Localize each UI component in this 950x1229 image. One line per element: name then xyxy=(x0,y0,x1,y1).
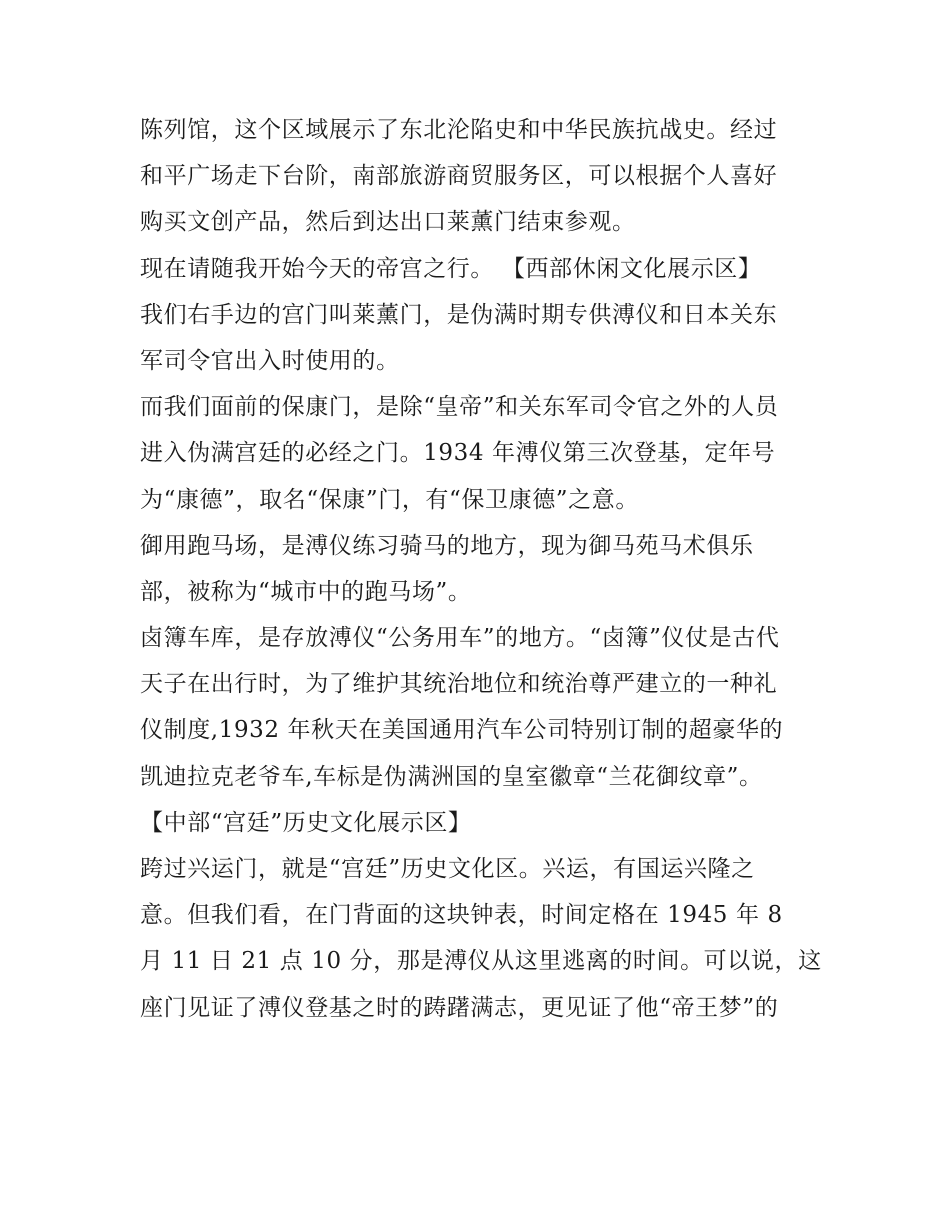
text-line: 部，被称为“城市中的跑马场”。 xyxy=(140,578,472,605)
text-line: 意。但我们看，在门背面的这块钟表，时间定格在 1945 年 8 xyxy=(140,902,783,929)
body-text xyxy=(140,107,820,1031)
text-line: 陈列馆，这个区域展示了东北沦陷史和中华民族抗战史。经过 xyxy=(140,117,778,143)
text-line: 跨过兴运门，就是“宫廷”历史文化区。兴运，有国运兴隆之 xyxy=(140,856,755,882)
text-line: 购买文创产品，然后到达出口莱薰门结束参观。 xyxy=(140,209,636,236)
text-line: 进入伪满宫廷的必经之门。1934 年溥仪第三次登基，定年号 xyxy=(140,440,776,467)
text-line: 而我们面前的保康门，是除“皇帝”和关东军司令官之外的人员 xyxy=(140,394,779,421)
text-line: 座门见证了溥仪登基之时的踌躇满志，更见证了他“帝王梦”的 xyxy=(140,994,779,1021)
text-line: 军司令官出入时使用的。 xyxy=(140,347,400,374)
text-line: 月 11 日 21 点 10 分，那是溥仪从这里逃离的时间。可以说，这 xyxy=(140,948,822,975)
text-line: 天子在出行时，为了维护其统治地位和统治尊严建立的一种礼 xyxy=(140,671,778,698)
text-line: 凯迪拉克老爷车,车标是伪满洲国的皇室徽章“兰花御纹章”。 xyxy=(140,763,763,790)
text-line: 为“康德”，取名“保康”门，有“保卫康德”之意。 xyxy=(140,486,639,513)
text-line: 和平广场走下台阶，南部旅游商贸服务区，可以根据个人喜好 xyxy=(140,163,778,190)
text-line: 仪制度,1932 年秋天在美国通用汽车公司特别订制的超豪华的 xyxy=(140,717,784,744)
text-line: 我们右手边的宫门叫莱薰门，是伪满时期专供溥仪和日本关东 xyxy=(140,301,778,328)
text-line: 御用跑马场，是溥仪练习骑马的地方，现为御马苑马术俱乐 xyxy=(140,532,754,559)
text-line: 卤簿车库，是存放溥仪“公务用车”的地方。“卤簿”仪仗是古代 xyxy=(140,625,780,652)
text-line: 现在请随我开始今天的帝宫之行。 【西部休闲文化展示区】 xyxy=(140,255,762,282)
section-heading-central: 【中部“宫廷”历史文化展示区】 xyxy=(140,809,472,836)
